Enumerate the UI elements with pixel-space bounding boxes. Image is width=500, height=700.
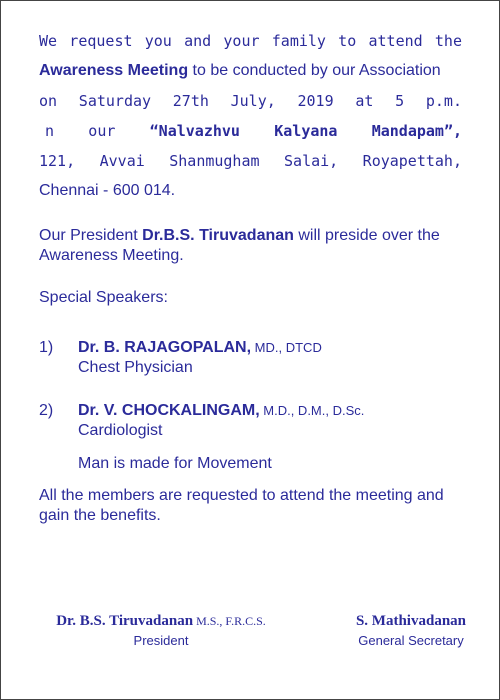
speaker-1-name: Dr. B. RAJAGOPALAN,: [78, 339, 252, 356]
signature-president: [31, 612, 291, 650]
venue-name: “Nalvazhvu Kalyana Mandapam”,: [149, 122, 463, 140]
invitation-line-5: 121, Avvai Shanmugham Salai, Royapettah,: [39, 152, 462, 170]
president-prefix: Our President: [39, 227, 143, 244]
invitation-line-4-prefix: n our: [45, 122, 116, 140]
signature-president-name: Dr. B.S. Tiruvadanan: [56, 613, 194, 629]
closing-line-2: gain the benefits.: [39, 507, 161, 524]
invitation-line-4: [39, 121, 462, 141]
signature-secretary: [331, 612, 491, 650]
president-line-2: Awareness Meeting.: [39, 247, 184, 264]
president-name: Dr.B.S. Tiruvadanan: [142, 227, 294, 244]
speaker-1-number: 1): [39, 339, 54, 356]
signature-president-title: President: [133, 633, 189, 648]
president-line-1: [39, 226, 462, 246]
speaker-1-degrees: MD., DTCD: [251, 340, 322, 355]
invitation-line-3: on Saturday 27th July, 2019 at 5 p.m.: [39, 92, 462, 110]
signature-president-degrees: M.S., F.R.C.S.: [193, 614, 266, 628]
president-suffix: will preside over the: [293, 227, 440, 244]
meeting-name: Awareness Meeting: [39, 62, 189, 79]
speaker-1-line: [78, 338, 322, 358]
closing-line-1: All the members are requested to attend the meeting and: [39, 487, 444, 504]
speaker-2-degrees: M.D., D.M., D.Sc.: [259, 403, 365, 418]
invitation-line-2: [39, 61, 462, 81]
speakers-heading: Special Speakers:: [39, 289, 168, 306]
speaker-1-role: Chest Physician: [78, 359, 193, 376]
invitation-line-6: Chennai - 600 014.: [39, 182, 176, 199]
signature-secretary-title: General Secretary: [358, 633, 464, 648]
invitation-line-2-rest: to be conducted by our Association: [188, 62, 441, 79]
speaker-2-number: 2): [39, 402, 54, 419]
speaker-2-line: [78, 401, 364, 421]
invitation-line-1: We request you and your family to attend the: [39, 32, 462, 50]
signature-president-name-line: [31, 612, 291, 630]
speaker-2-role: Cardiologist: [78, 422, 163, 439]
signature-secretary-name: S. Mathivadanan: [355, 613, 467, 629]
speakers-topic: Man is made for Movement: [78, 455, 272, 472]
speaker-2-name: Dr. V. CHOCKALINGAM,: [78, 402, 260, 419]
